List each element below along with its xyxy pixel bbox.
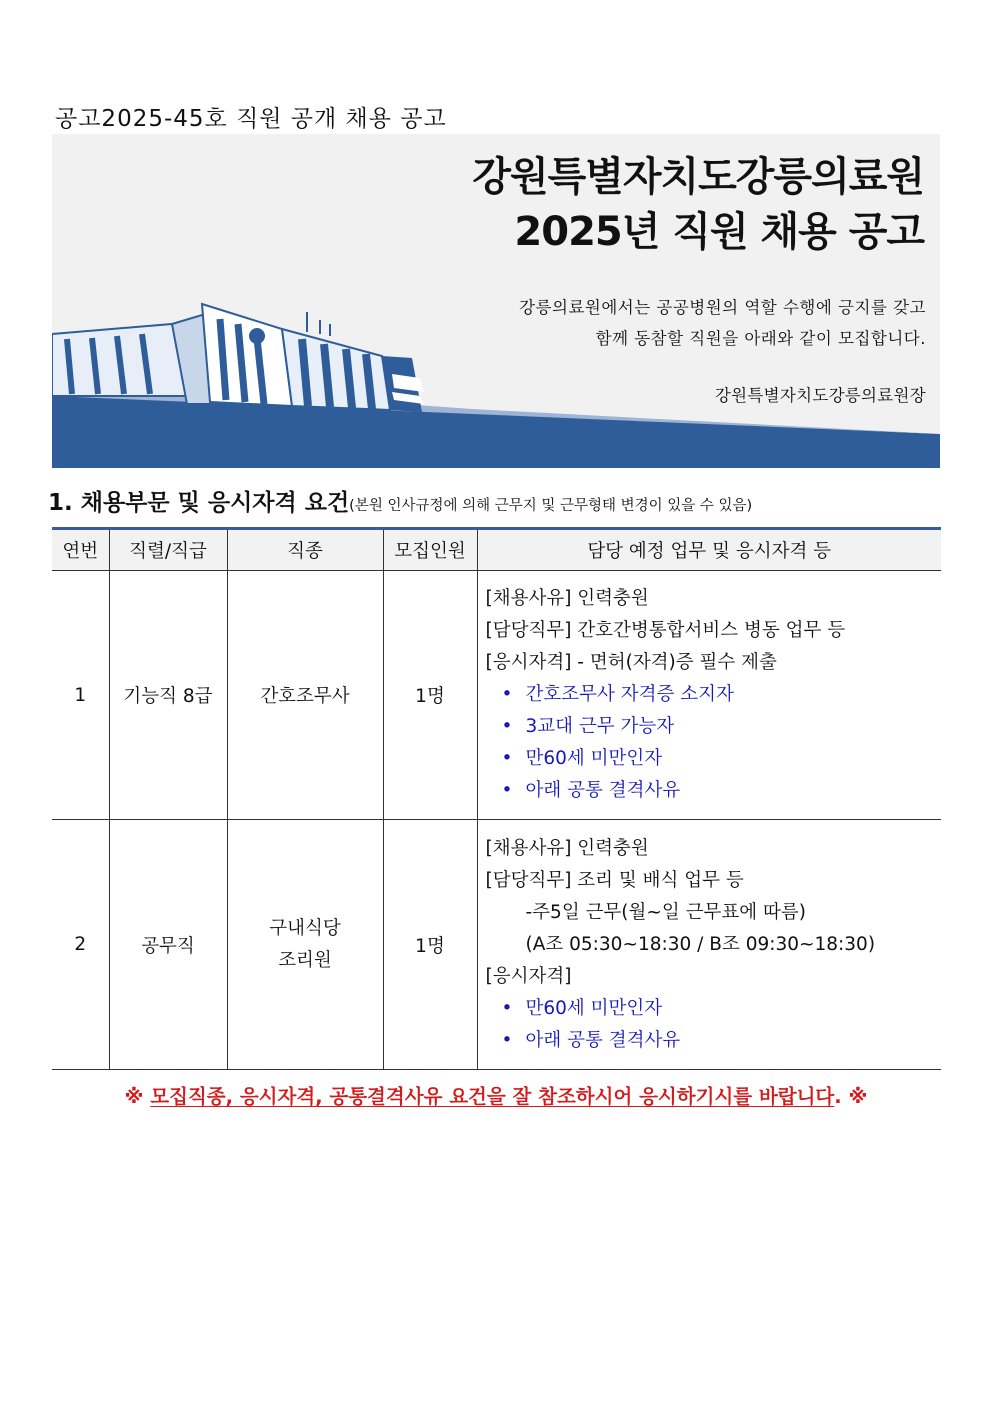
banner-title-line1: 강원특별자치도강릉의료원 xyxy=(472,154,924,200)
duty-line: (A조 05:30~18:30 / B조 09:30~18:30) xyxy=(525,933,876,955)
row-number: 1 xyxy=(52,571,109,820)
qualification-bullet: • 3교대 근무 가능자 xyxy=(486,711,942,743)
section-heading xyxy=(48,484,752,517)
row-number: 2 xyxy=(52,820,109,1070)
row-count: 1명 xyxy=(383,820,477,1070)
row-job-line2: 조리원 xyxy=(278,949,332,971)
banner xyxy=(52,134,940,468)
row-job xyxy=(227,820,383,1070)
col-header-no: 연번 xyxy=(52,529,109,571)
row-duties xyxy=(477,820,941,1070)
duty-line: [담당직무] 조리 및 배식 업무 등 xyxy=(485,869,744,891)
row-job: 간호조무사 xyxy=(227,571,383,820)
reference-mark-right: ※ xyxy=(848,1085,868,1108)
qualification-bullet: • 아래 공통 결격사유 xyxy=(486,1025,942,1057)
banner-intro-line2: 함께 동참할 직원을 아래와 같이 모집합니다. xyxy=(595,329,926,348)
banner-intro xyxy=(519,292,926,354)
qualification-bullet: • 만60세 미만인자 xyxy=(486,993,942,1025)
duty-line: -주5일 근무(월~일 근무표에 따름) xyxy=(525,901,806,923)
table-row xyxy=(52,820,941,1070)
row-duties xyxy=(477,571,941,820)
col-header-count: 모집인원 xyxy=(383,529,477,571)
qualification-bullet: • 만60세 미만인자 xyxy=(486,743,942,775)
bullet-dot-icon: • xyxy=(501,716,513,737)
bullet-dot-icon: • xyxy=(501,997,513,1019)
banner-intro-line1: 강릉의료원에서는 공공병원의 역할 수행에 긍지를 갖고 xyxy=(519,298,926,317)
footer-notice xyxy=(0,1081,992,1109)
banner-title-line2: 2025년 직원 채용 공고 xyxy=(514,209,924,255)
reference-mark-left: ※ xyxy=(124,1085,144,1108)
footer-notice-text: 모집직종, 응시자격, 공통결격사유 요건을 잘 참조하시어 응시하기시를 바랍니다 xyxy=(150,1085,835,1108)
qualification-bullet: • 간호조무사 자격증 소지자 xyxy=(486,679,942,711)
duty-line: [담당직무] 간호간병통합서비스 병동 업무 등 xyxy=(485,620,846,641)
row-job-line1: 구내식당 xyxy=(269,917,341,939)
row-grade: 기능직 8급 xyxy=(109,571,227,820)
duty-line: [채용사유] 인력충원 xyxy=(485,588,649,609)
duty-line: [응시자격] - 면허(자격)증 필수 제출 xyxy=(485,652,777,673)
row-count: 1명 xyxy=(383,571,477,820)
qualification-bullet: • 아래 공통 결격사유 xyxy=(486,775,942,807)
footer-period: . xyxy=(834,1085,842,1108)
notice-number: 공고2025-45호 직원 공개 채용 공고 xyxy=(55,106,447,132)
bullet-dot-icon: • xyxy=(501,780,513,801)
col-header-duties: 담당 예정 업무 및 응시자격 등 xyxy=(477,529,941,571)
table-row xyxy=(52,571,941,820)
bullet-dot-icon: • xyxy=(501,1029,513,1051)
bullet-dot-icon: • xyxy=(501,684,513,705)
section-heading-note: (본원 인사규정에 의해 근무지 및 근무형태 변경이 있을 수 있음) xyxy=(349,498,753,514)
banner-title xyxy=(472,150,924,260)
duty-line: [채용사유] 인력충원 xyxy=(485,837,649,859)
recruitment-table xyxy=(52,527,941,1070)
duty-line: [응시자격] xyxy=(485,965,572,987)
col-header-grade: 직렬/직급 xyxy=(109,529,227,571)
table-header-row xyxy=(52,529,941,571)
banner-signature: 강원특별자치도강릉의료원장 xyxy=(714,386,926,405)
bullet-dot-icon: • xyxy=(501,748,513,769)
col-header-job: 직종 xyxy=(227,529,383,571)
row-grade: 공무직 xyxy=(109,820,227,1070)
section-heading-text: 1. 채용부문 및 응시자격 요건 xyxy=(48,490,350,516)
